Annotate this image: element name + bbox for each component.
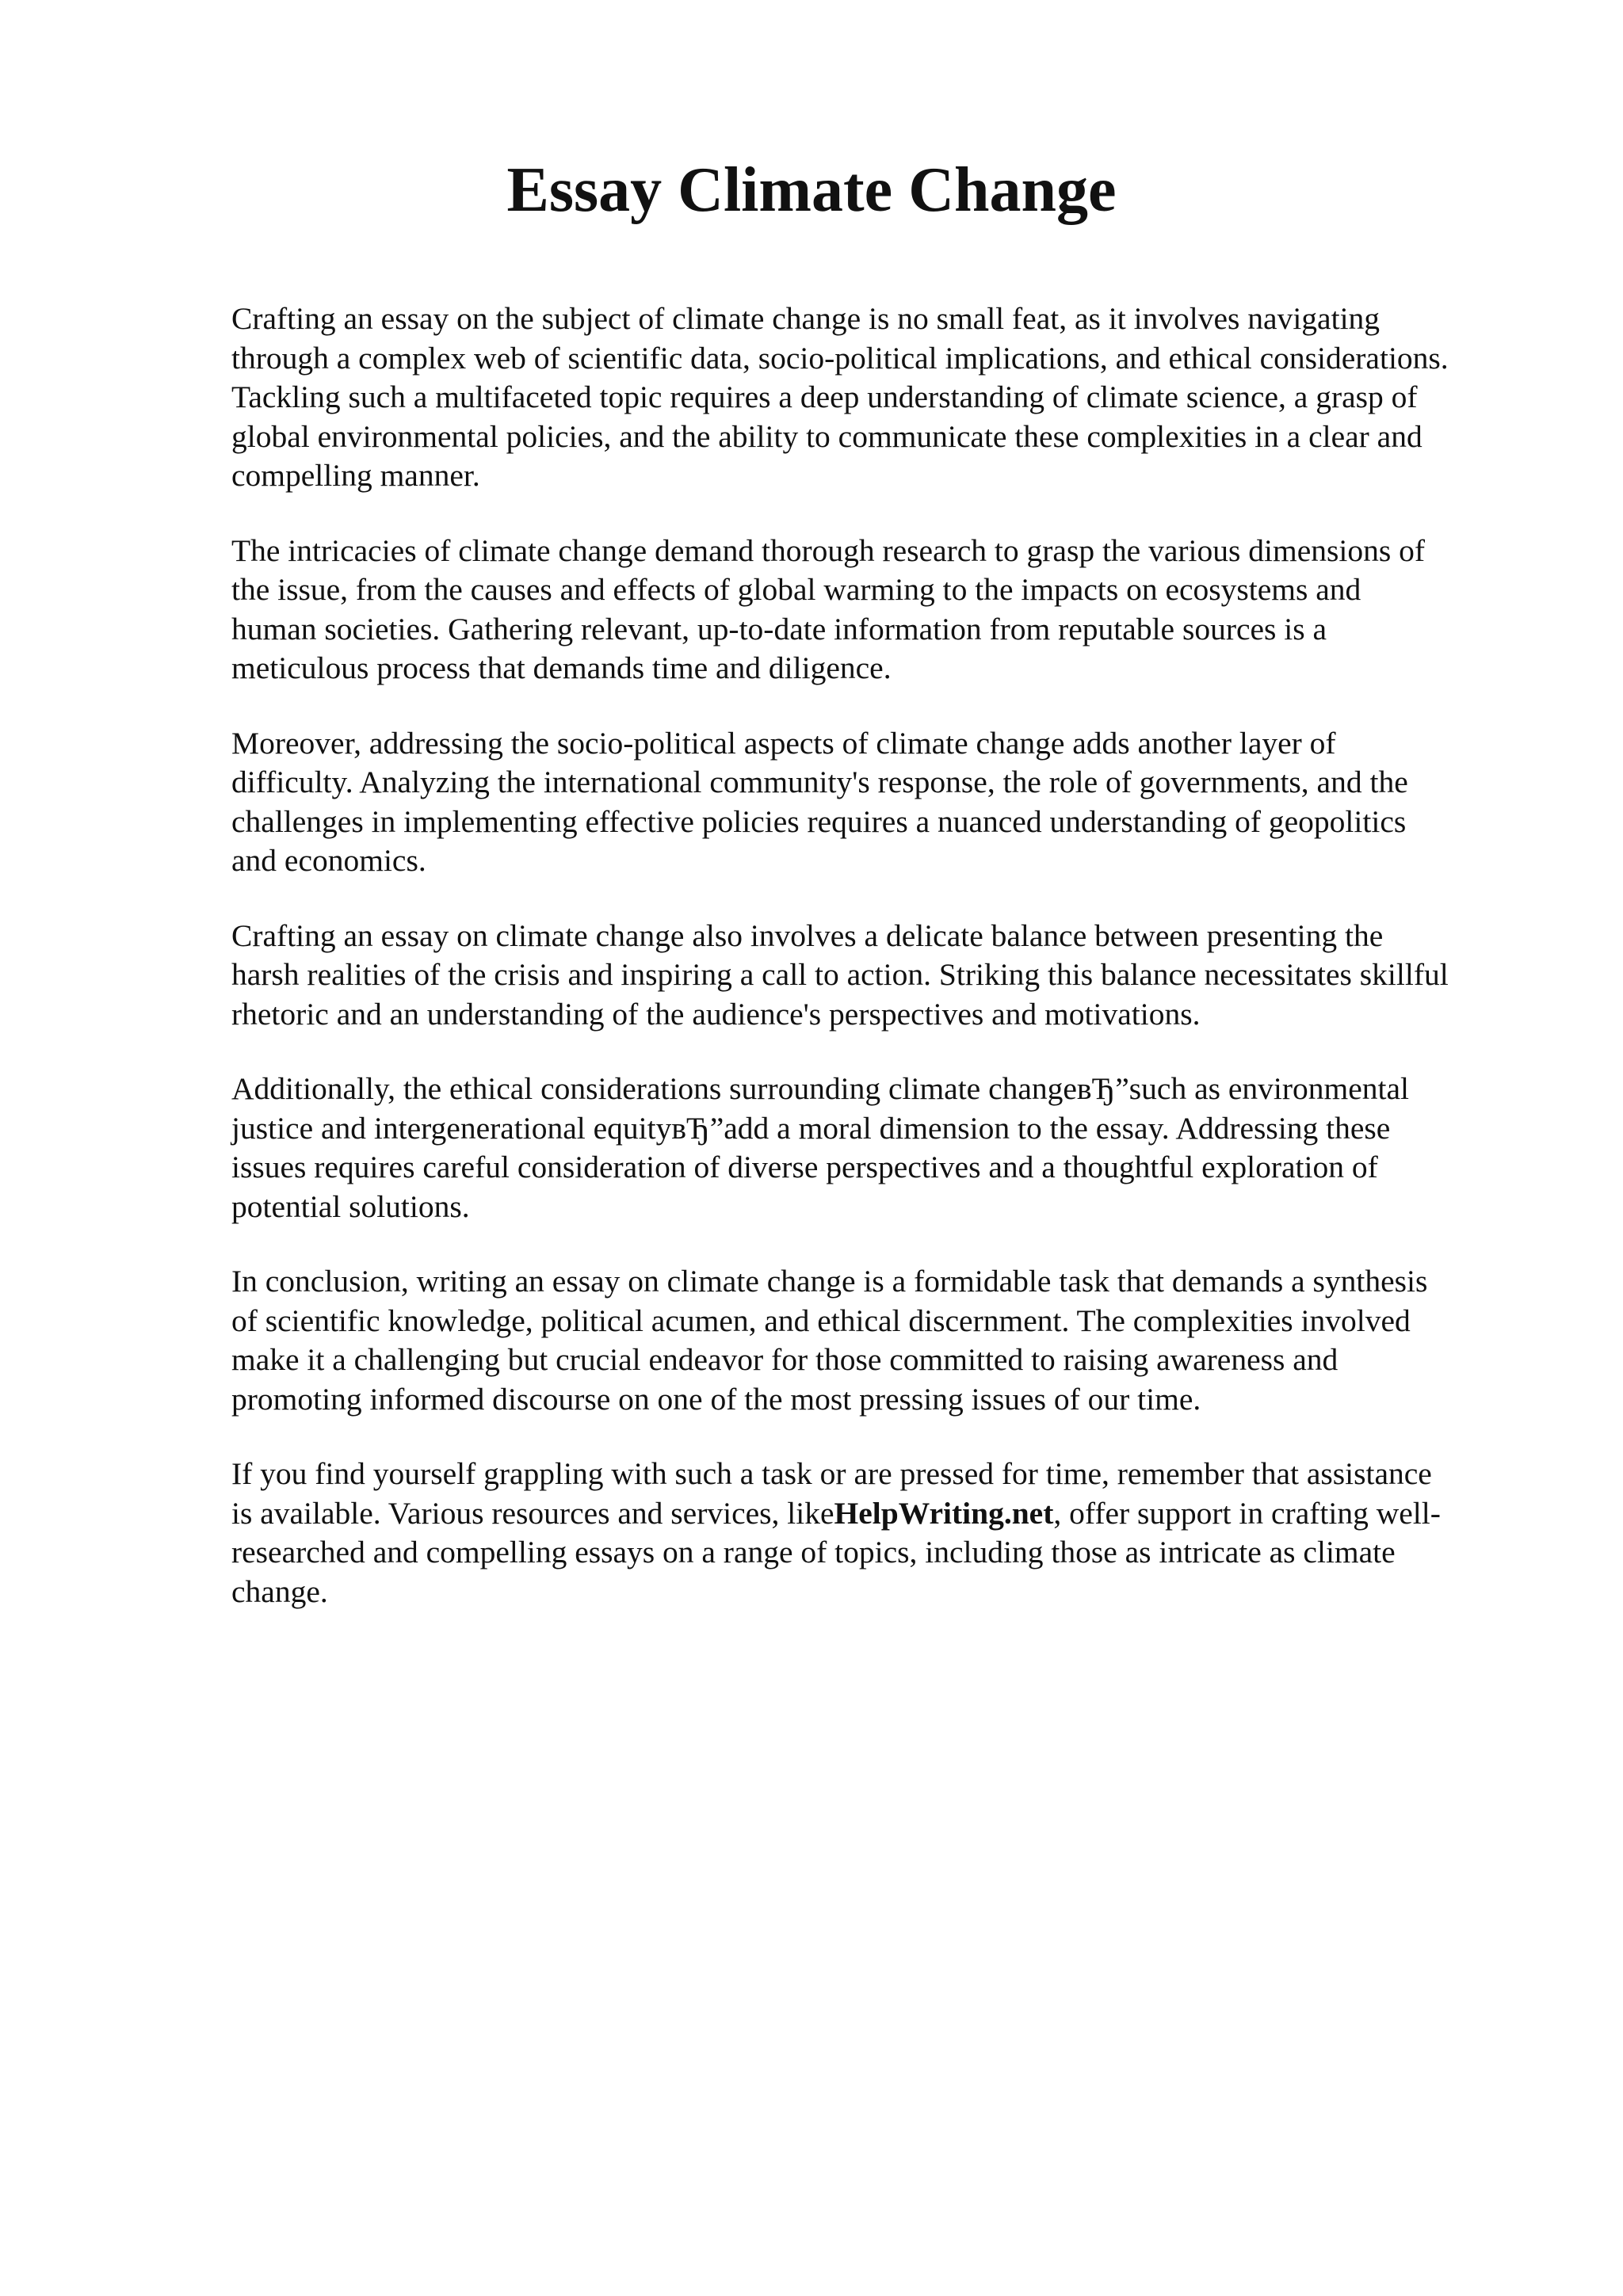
text-line: meticulous process that demands time and diligence. <box>231 650 892 685</box>
text-line: difficulty. Analyzing the international community's response, the role of governments, and the <box>231 765 1408 799</box>
text-line: Crafting an essay on the subject of climate change is no small feat, as it involves navigating <box>231 301 1381 336</box>
paragraph-2 <box>231 532 1515 688</box>
paragraph-4 <box>231 917 1515 1035</box>
text-line: challenges in implementing effective policies requires a nuanced understanding of geopolitics <box>231 803 1407 839</box>
text-line: rhetoric and an understanding of the audience's perspectives and motivations. <box>231 996 1201 1032</box>
text-line: harsh realities of the crisis and inspiring a call to action. Striking this balance necessitates skillful <box>231 957 1449 992</box>
text-line: Additionally, the ethical considerations surrounding climate changeвЂ”such as environmental <box>231 1071 1410 1106</box>
closing-text-after-link: , offer support in crafting well- <box>1053 1495 1441 1531</box>
text-line: compelling manner. <box>231 458 480 493</box>
closing-paragraph <box>231 1455 1515 1611</box>
text-line: through a complex web of scientific data, socio-political implications, and ethical considerations. <box>231 340 1449 376</box>
paragraph-6 <box>231 1262 1515 1419</box>
text-line: In conclusion, writing an essay on climate change is a formidable task that demands a synthesis <box>231 1264 1428 1299</box>
text-line: If you find yourself grappling with such a task or are pressed for time, remember that assistance <box>231 1456 1432 1491</box>
helpwriting-link[interactable]: HelpWriting.net <box>834 1495 1054 1531</box>
text-line: The intricacies of climate change demand thorough research to grasp the various dimensions of <box>231 532 1425 568</box>
text-line: Tackling such a multifaceted topic requires a deep understanding of climate science, a grasp of <box>231 379 1418 414</box>
text-line: make it a challenging but crucial endeavor for those committed to raising awareness and <box>231 1342 1338 1377</box>
text-line-with-link <box>231 1494 1515 1534</box>
paragraph-3 <box>231 724 1515 881</box>
essay-body <box>231 299 1515 1647</box>
paragraph-1 <box>231 299 1515 496</box>
text-line: researched and compelling essays on a range of topics, including those as intricate as climate <box>231 1535 1396 1569</box>
text-line: issues requires careful consideration of diverse perspectives and a thoughtful exploration of <box>231 1150 1378 1184</box>
text-line: human societies. Gathering relevant, up-to-date information from reputable sources is a <box>231 611 1327 646</box>
text-line: and economics. <box>231 843 426 878</box>
text-line: Crafting an essay on climate change also involves a delicate balance between presenting the <box>231 917 1384 953</box>
text-line: potential solutions. <box>231 1188 470 1224</box>
text-line: Moreover, addressing the socio-political aspects of climate change adds another layer of <box>231 725 1336 761</box>
text-line: promoting informed discourse on one of the most pressing issues of our time. <box>231 1381 1201 1417</box>
closing-text-before-link: is available. Various resources and services, like <box>231 1495 834 1531</box>
text-line: change. <box>231 1573 328 1609</box>
text-line: justice and intergenerational equityвЂ”add a moral dimension to the essay. Addressing these <box>231 1110 1391 1146</box>
text-line: global environmental policies, and the ability to communicate these complexities in a clear and <box>231 418 1423 454</box>
paragraph-5 <box>231 1070 1515 1226</box>
text-line: the issue, from the causes and effects of global warming to the impacts on ecosystems and <box>231 572 1361 607</box>
page-title: Essay Climate Change <box>506 155 1117 225</box>
text-line: of scientific knowledge, political acumen, and ethical discernment. The complexities involved <box>231 1302 1411 1338</box>
